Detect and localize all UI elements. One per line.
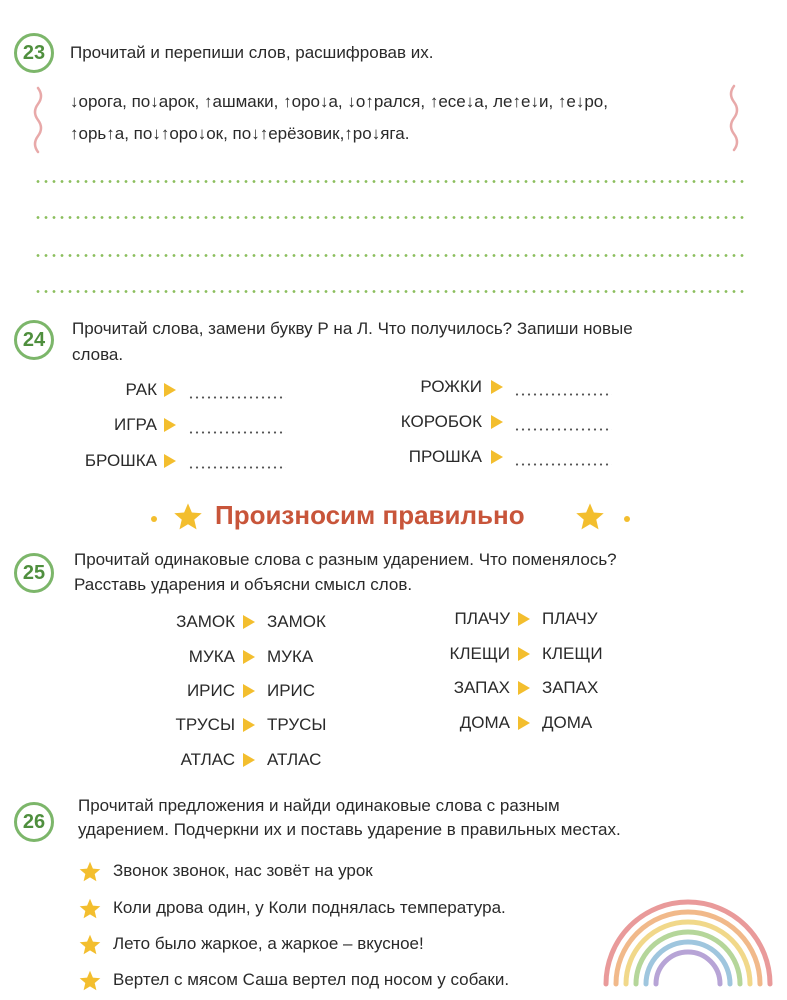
- writing-line[interactable]: [34, 290, 746, 293]
- stress-word-a: МУКА: [188, 647, 235, 666]
- stress-word-b: ЗАПАХ: [542, 678, 599, 697]
- stress-word-b: ИРИС: [267, 681, 316, 700]
- task-number: 23: [22, 41, 46, 64]
- task-number-badge: [14, 33, 54, 73]
- cipher-text-line-1: ↓орога, по↓арок, ↑ашмаки, ↑оро↓а, ↓о↑рался, ↑есе↓а, ле↑е↓и, ↑е↓ро,: [70, 92, 608, 111]
- sentence: Коли дрова один, у Коли поднялась температура.: [113, 898, 506, 917]
- word-left: РАК: [125, 380, 157, 399]
- stress-word-a: ЗАМОК: [176, 612, 235, 631]
- stress-word-b: ЗАМОК: [267, 612, 326, 631]
- task-instruction-line-1: Прочитай предложения и найди одинаковые слова с разным: [78, 796, 560, 815]
- writing-line[interactable]: [34, 180, 746, 183]
- sentence: Вертел с мясом Саша вертел под носом у собаки.: [113, 970, 510, 989]
- cipher-text-line-2: ↑орь↑а, по↓↑оро↓ок, по↓↑ерёзовик,↑ро↓яга.: [70, 124, 410, 143]
- star-bullet-icon: [78, 897, 102, 921]
- word-right: ПРОШКА: [408, 447, 482, 466]
- arrow-icon: [164, 383, 176, 397]
- arrow-icon: [243, 650, 255, 664]
- task-instruction-line-2: ударением. Подчеркни их и поставь ударение в правильных местах.: [78, 820, 621, 839]
- task-instruction: Прочитай и перепиши слов, расшифровав их.: [70, 43, 434, 62]
- arrow-icon: [164, 418, 176, 432]
- task-number-badge: [14, 802, 54, 842]
- bullet-dot-icon: [151, 516, 157, 522]
- stress-word-b: МУКА: [267, 647, 314, 666]
- stress-word-b: ДОМА: [542, 713, 593, 732]
- writing-line[interactable]: [34, 254, 746, 257]
- arrow-icon: [243, 615, 255, 629]
- arrow-icon: [243, 718, 255, 732]
- stress-word-a: КЛЕЩИ: [449, 644, 510, 663]
- word-left: ИГРА: [114, 415, 157, 434]
- task-number-badge: [14, 553, 54, 593]
- stress-word-b: ПЛАЧУ: [542, 609, 598, 628]
- stress-word-a: ПЛАЧУ: [454, 609, 510, 628]
- bullet-dot-icon: [624, 516, 630, 522]
- task-instruction-line-1: Прочитай одинаковые слова с разным ударением. Что поменялось?: [74, 550, 617, 569]
- task-number: 25: [22, 561, 46, 584]
- answer-blank[interactable]: [514, 428, 612, 431]
- arrow-icon: [491, 415, 503, 429]
- stress-word-a: АТЛАС: [180, 750, 235, 769]
- writing-line[interactable]: [34, 216, 746, 219]
- stress-word-b: КЛЕЩИ: [542, 644, 603, 663]
- star-icon: [172, 501, 204, 533]
- arrow-icon: [491, 380, 503, 394]
- stress-word-a: ЗАПАХ: [453, 678, 510, 697]
- answer-blank[interactable]: [514, 463, 612, 466]
- word-right: РОЖКИ: [420, 377, 482, 396]
- answer-blank[interactable]: [514, 393, 612, 396]
- task-number: 26: [22, 810, 46, 833]
- stress-word-a: ДОМА: [459, 713, 510, 732]
- answer-blank[interactable]: [188, 396, 286, 399]
- sentence: Лето было жаркое, а жаркое – вкусное!: [113, 934, 424, 953]
- word-left: БРОШКА: [84, 451, 157, 470]
- star-icon: [574, 501, 606, 533]
- star-bullet-icon: [78, 933, 102, 957]
- star-bullet-icon: [78, 969, 102, 993]
- task-instruction-line-2: Расставь ударения и объясни смысл слов.: [74, 575, 413, 594]
- stress-word-a: ТРУСЫ: [175, 715, 235, 734]
- arrow-icon: [243, 753, 255, 767]
- arrow-icon: [243, 684, 255, 698]
- star-bullet-icon: [78, 860, 102, 884]
- arrow-icon: [164, 454, 176, 468]
- section-heading: Произносим правильно: [215, 500, 525, 530]
- task-instruction-line-1: Прочитай слова, замени букву Р на Л. Что получилось? Запиши новые: [72, 319, 633, 338]
- task-instruction-line-2: слова.: [72, 345, 124, 364]
- sentence: Звонок звонок, нас зовёт на урок: [113, 861, 373, 880]
- task-number: 24: [22, 328, 46, 351]
- task-number-badge: [14, 320, 54, 360]
- rainbow-illustration: [596, 880, 780, 990]
- answer-blank[interactable]: [188, 431, 286, 434]
- arrow-icon: [518, 716, 530, 730]
- wavy-bracket-right-icon: [726, 84, 742, 152]
- wavy-bracket-left-icon: [30, 86, 46, 154]
- word-right: КОРОБОК: [400, 412, 482, 431]
- arrow-icon: [518, 681, 530, 695]
- arrow-icon: [518, 647, 530, 661]
- stress-word-a: ИРИС: [186, 681, 235, 700]
- answer-blank[interactable]: [188, 466, 286, 469]
- stress-word-b: АТЛАС: [267, 750, 322, 769]
- stress-word-b: ТРУСЫ: [267, 715, 327, 734]
- arrow-icon: [518, 612, 530, 626]
- arrow-icon: [491, 450, 503, 464]
